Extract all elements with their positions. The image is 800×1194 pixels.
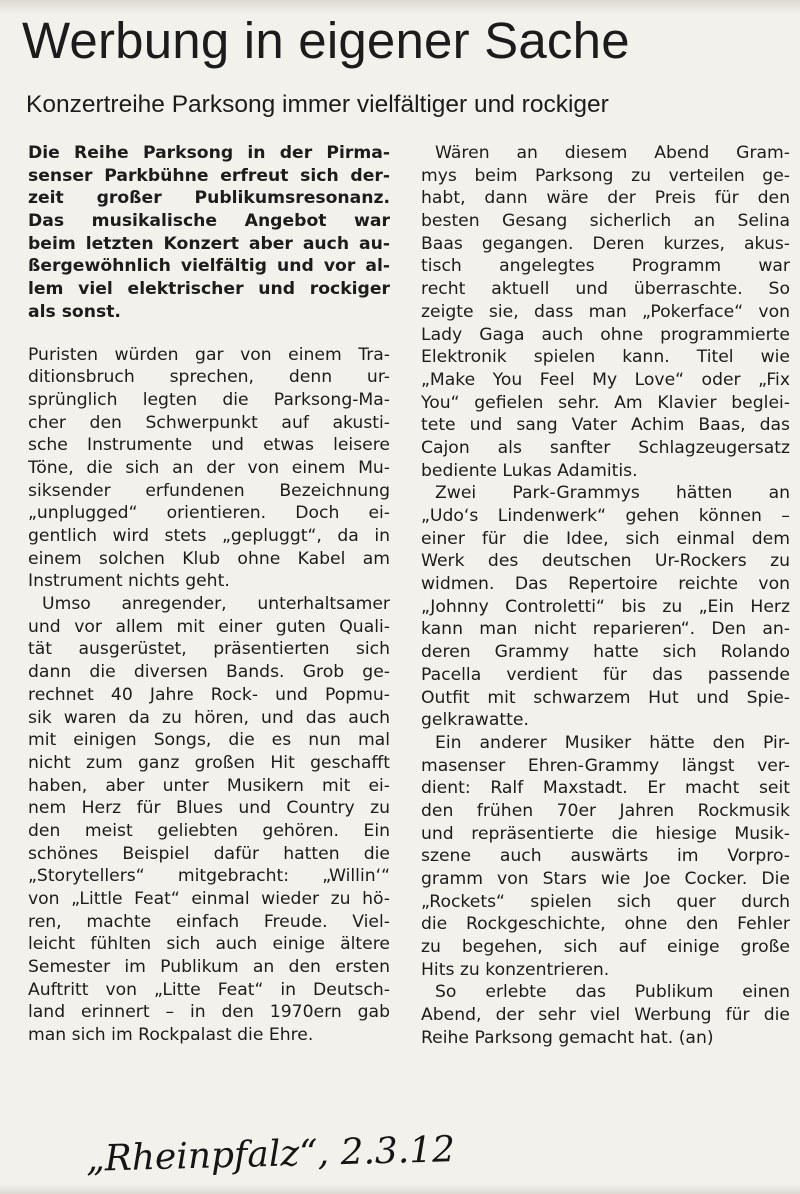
text-line: haben, aber unter Musikern mit ei- xyxy=(28,775,390,796)
text-line: So erlebte das Publikum einen xyxy=(435,982,790,1003)
body-paragraph xyxy=(421,142,790,482)
text-line: von „Little Feat“ einmal wieder zu hö- xyxy=(28,889,390,909)
subheadline: Konzertreihe Parksong immer vielfältiger und rockiger xyxy=(26,91,609,118)
text-line: Instrument nichts geht. xyxy=(28,571,230,592)
text-line: man sich im Rockpalast die Ehre. xyxy=(28,1025,314,1046)
text-line: widmen. Das Repertoire reichte von xyxy=(421,574,790,595)
text-line: Ein anderer Musiker hätte den Pir- xyxy=(435,732,790,753)
body-paragraph xyxy=(421,732,790,982)
text-line: siksender erfundenen Bezeichnung xyxy=(28,480,390,501)
left-body xyxy=(28,344,390,1047)
text-line: die Rockgeschichte, ohne den Fehler xyxy=(421,914,790,935)
text-line: Zwei Park-Grammys hätten an xyxy=(435,483,790,504)
text-line: Wären an diesem Abend Gram- xyxy=(435,143,790,163)
body-paragraph xyxy=(421,981,790,1049)
text-line: sprünglich legten die Parksong-Ma- xyxy=(28,389,390,410)
text-line: tät ausgerüstet, präsentierten sich xyxy=(28,639,390,660)
text-line: ren, machte einfach Freude. Viel- xyxy=(28,911,390,932)
text-line: einem solchen Klub ohne Kabel am xyxy=(28,548,390,569)
text-line: Outfit mit schwarzem Hut und Spie- xyxy=(421,687,790,708)
text-line: Abend, der sehr viel Werbung für die xyxy=(421,1005,790,1026)
text-line: ditionsbruch sprechen, denn ur- xyxy=(28,367,390,388)
text-line: Werk des deutschen Ur-Rockers zu xyxy=(421,551,790,572)
text-line: sik waren da zu hören, und das auch xyxy=(28,707,390,728)
text-line: schönes Beispiel dafür hatten die xyxy=(28,843,390,864)
text-line: tete und sang Vater Achim Baas, das xyxy=(421,415,790,436)
text-line: rechnet 40 Jahre Rock- und Popmu- xyxy=(28,684,390,705)
text-line: recht aktuell und überraschte. So xyxy=(421,279,790,300)
text-line: nicht zum ganz großen Hit geschafft xyxy=(28,752,390,773)
text-line: Hits zu konzentrieren. xyxy=(421,959,610,980)
text-line: gelkrawatte. xyxy=(421,710,529,731)
text-line: „Udo‘s Lindenwerk“ gehen können – xyxy=(421,506,790,526)
article-column-right xyxy=(421,142,790,1050)
text-line: lem viel elektrischer und rockiger xyxy=(28,279,390,300)
text-line: nem Herz für Blues und Country zu xyxy=(28,798,390,819)
text-line: gramm von Stars wie Joe Cocker. Die xyxy=(421,869,790,889)
text-line: Auftritt von „Litte Feat“ in Deutsch- xyxy=(28,979,390,1000)
text-line: „Rockets“ spielen sich quer durch xyxy=(421,891,790,912)
text-line: und vor allem mit einer guten Quali- xyxy=(28,616,390,637)
text-line: Umso anregender, unterhaltsamer xyxy=(42,594,390,615)
text-line: masenser Ehren-Grammy längst ver- xyxy=(421,755,790,776)
handwritten-source-note: „Rheinpfalz“, 2.3.12 xyxy=(85,1129,456,1180)
text-line: „unplugged“ orientieren. Doch ei- xyxy=(28,503,390,524)
text-line: bediente Lukas Adamitis. xyxy=(421,460,638,481)
text-line: deren Grammy hatte sich Rolando xyxy=(421,642,790,663)
text-line: besten Gesang sicherlich an Selina xyxy=(421,211,790,232)
text-line: habt, dann wäre der Preis für den xyxy=(421,188,790,209)
text-line: als sonst. xyxy=(28,301,121,322)
text-line: sche Instrumente und etwas leisere xyxy=(28,435,390,456)
text-line: zeit großer Publikumsresonanz. xyxy=(28,188,390,209)
text-line: einer für die Idee, sich einmal dem xyxy=(421,528,790,549)
body-paragraph xyxy=(421,482,790,732)
text-line: ßergewöhnlich vielfältig und vor al- xyxy=(28,256,390,277)
article-column-left xyxy=(28,142,390,1047)
body-paragraph xyxy=(28,593,390,1047)
text-line: mit einigen Songs, die es nun mal xyxy=(28,730,390,751)
text-line: Töne, die sich an der von einem Mu- xyxy=(28,457,390,478)
text-line: You“ gefielen sehr. Am Klavier beglei- xyxy=(421,392,790,413)
text-line: Cajon als sanfter Schlagzeugersatz xyxy=(421,437,790,458)
text-line: den meist geliebten gehören. Ein xyxy=(28,820,390,841)
text-line: „Storytellers“ mitgebracht: „Willin‘“ xyxy=(28,866,390,887)
text-line: Lady Gaga auch ohne programmierte xyxy=(421,324,790,345)
text-line: „Make You Feel My Love“ oder „Fix xyxy=(421,369,790,390)
text-line: zeigte sie, dass man „Pokerface“ von xyxy=(421,301,790,322)
text-line: und repräsentierte die hiesige Musik- xyxy=(421,823,790,844)
text-line: Puristen würden gar von einem Tra- xyxy=(28,344,390,365)
text-line: Elektronik spielen kann. Titel wie xyxy=(421,347,790,368)
body-paragraph xyxy=(28,344,390,594)
text-line: Das musikalische Angebot war xyxy=(28,211,390,232)
bottom-edge xyxy=(0,1184,800,1194)
text-line: mys beim Parksong zu verteilen ge- xyxy=(421,165,790,186)
text-line: szene auch auswärts im Vorpro- xyxy=(421,846,790,867)
lead-paragraph xyxy=(28,142,390,324)
text-line: senser Parkbühne erfreut sich der- xyxy=(28,165,390,186)
text-line: zu begehen, sich auf einige große xyxy=(421,937,790,958)
text-line: beim letzten Konzert aber auch au- xyxy=(28,233,390,254)
text-line: cher den Schwerpunkt auf akusti- xyxy=(28,412,390,433)
text-line: Semester im Publikum an den ersten xyxy=(28,957,390,978)
text-line: Reihe Parksong gemacht hat. (an) xyxy=(421,1027,714,1048)
text-line: dann die diversen Bands. Grob ge- xyxy=(28,662,390,683)
text-line: tisch angelegtes Programm war xyxy=(421,256,790,277)
text-line: Die Reihe Parksong in der Pirma- xyxy=(28,143,390,163)
text-line: den frühen 70er Jahren Rockmusik xyxy=(421,800,790,821)
headline: Werbung in eigener Sache xyxy=(22,12,630,69)
text-line: Pacella verdient für das passende xyxy=(421,664,790,685)
text-line: „Johnny Controletti“ bis zu „Ein Herz xyxy=(421,596,790,617)
text-line: Baas gegangen. Deren kurzes, akus- xyxy=(421,233,790,254)
text-line: leicht fühlten sich auch einige ältere xyxy=(28,934,390,955)
text-line: dient: Ralf Maxstadt. Er macht seit xyxy=(421,778,790,799)
text-line: kann man nicht reparieren“. Den an- xyxy=(421,619,790,640)
text-line: gentlich wird stets „gepluggt“, da in xyxy=(28,526,390,546)
text-line: land erinnert – in den 1970ern gab xyxy=(28,1002,390,1023)
